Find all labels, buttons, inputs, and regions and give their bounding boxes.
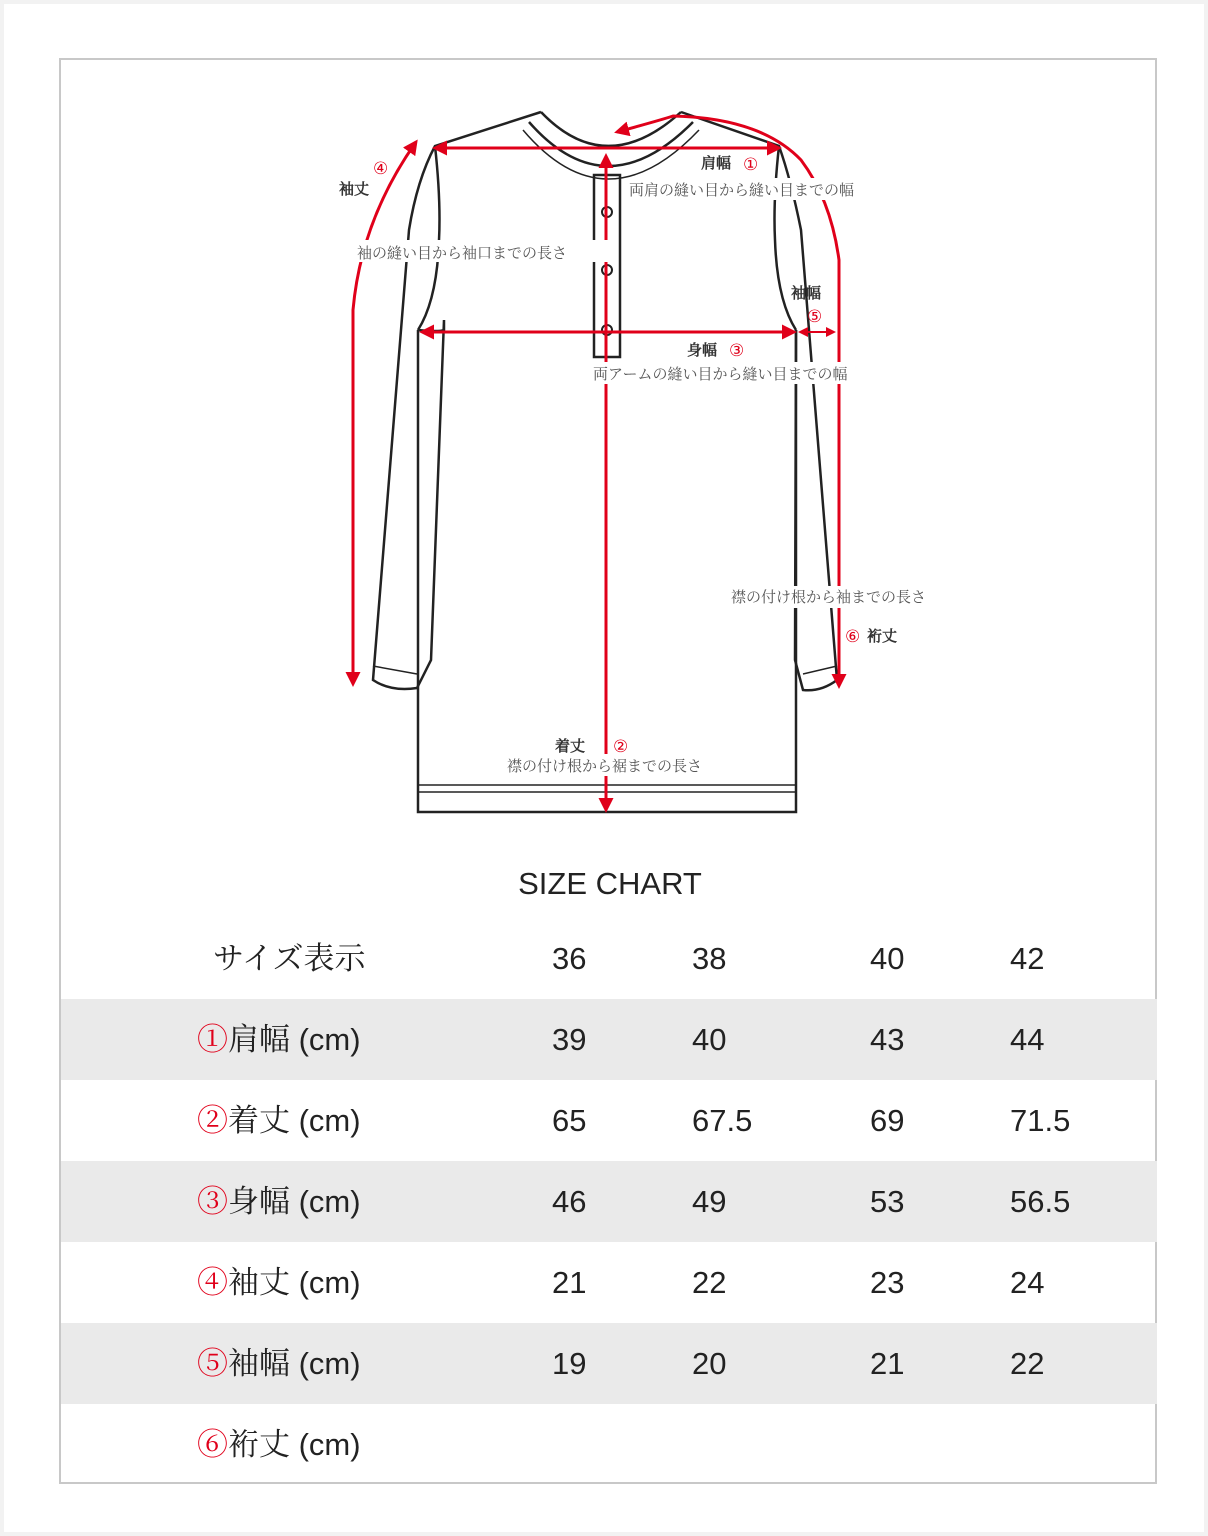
row-label-text: 袖丈 (cm) [228, 1265, 361, 1300]
length-label: 着丈 [555, 737, 586, 755]
row-label-text: 袖幅 (cm) [228, 1346, 361, 1381]
table-row [61, 1242, 1157, 1323]
row-label [197, 1404, 361, 1485]
sleeve-length-description: 袖の縫い目から袖口までの長さ [357, 244, 568, 262]
table-cell: 43 [870, 1022, 905, 1057]
table-row [61, 1080, 1157, 1161]
table-cell: 56.5 [1010, 1184, 1071, 1219]
table-cell: 39 [552, 1022, 587, 1057]
table-row [61, 1404, 1157, 1485]
size-chart-card [59, 58, 1157, 1484]
row-label [197, 999, 361, 1080]
table-cell: 40 [692, 1022, 727, 1057]
table-cell: 19 [552, 1346, 587, 1381]
yuki-number: ⑥ [845, 627, 861, 647]
table-cell: 22 [1010, 1346, 1045, 1381]
sleeve-length-label: 袖丈 [339, 180, 370, 198]
row-label-text: 裄丈 (cm) [228, 1427, 361, 1462]
shoulder-number: ① [743, 155, 759, 175]
page-frame [4, 4, 1204, 1532]
size-header-label: サイズ表示 [213, 941, 366, 976]
yuki-label: 裄丈 [867, 627, 898, 645]
table-row [61, 1161, 1157, 1242]
shoulder-label: 肩幅 [701, 154, 732, 172]
body-width-number: ③ [729, 341, 745, 361]
size-column-header: 40 [870, 941, 905, 976]
table-cell: 21 [870, 1346, 905, 1381]
row-number: ⑥ [197, 1427, 228, 1462]
size-column-header: 36 [552, 941, 587, 976]
table-cell: 46 [552, 1184, 587, 1219]
table-header-row [61, 918, 1157, 999]
table-cell: 20 [692, 1346, 727, 1381]
size-column-header: 42 [1010, 941, 1045, 976]
garment-measurement-diagram [61, 60, 1159, 850]
row-label [197, 1242, 361, 1323]
row-label [197, 1161, 361, 1242]
table-cell: 23 [870, 1265, 905, 1300]
sleeve-length-number: ④ [373, 159, 389, 179]
table-cell: 53 [870, 1184, 905, 1219]
table-row [61, 1323, 1157, 1404]
row-label [197, 1080, 361, 1161]
length-description: 襟の付け根から裾までの長さ [507, 757, 703, 775]
table-cell: 49 [692, 1184, 727, 1219]
length-number: ② [613, 737, 629, 757]
row-number: ④ [197, 1265, 228, 1300]
table-cell: 71.5 [1010, 1103, 1071, 1138]
measurement-arrows [353, 116, 839, 810]
table-cell: 69 [870, 1103, 905, 1138]
table-cell: 21 [552, 1265, 587, 1300]
row-number: ⑤ [197, 1346, 228, 1381]
table-cell: 65 [552, 1103, 587, 1138]
chart-title: SIZE CHART [518, 866, 702, 901]
row-label [197, 1323, 361, 1404]
row-number: ③ [197, 1184, 228, 1219]
sleeve-width-label: 袖幅 [791, 284, 822, 302]
table-cell: 44 [1010, 1022, 1045, 1057]
table-row [61, 999, 1157, 1080]
sleeve-width-number: ⑤ [807, 307, 823, 327]
size-column-header: 38 [692, 941, 727, 976]
row-number: ① [197, 1022, 228, 1057]
table-cell: 67.5 [692, 1103, 753, 1138]
shoulder-description: 両肩の縫い目から縫い目までの幅 [629, 181, 855, 199]
row-label-text: 着丈 (cm) [228, 1103, 361, 1138]
table-cell: 22 [692, 1265, 727, 1300]
table-cell: 24 [1010, 1265, 1045, 1300]
body-width-label: 身幅 [687, 341, 718, 359]
row-label-text: 肩幅 (cm) [228, 1022, 361, 1057]
yuki-description: 襟の付け根から袖までの長さ [731, 588, 927, 606]
row-label-text: 身幅 (cm) [228, 1184, 361, 1219]
body-width-description: 両アームの縫い目から縫い目までの幅 [593, 365, 848, 383]
row-number: ② [197, 1103, 228, 1138]
